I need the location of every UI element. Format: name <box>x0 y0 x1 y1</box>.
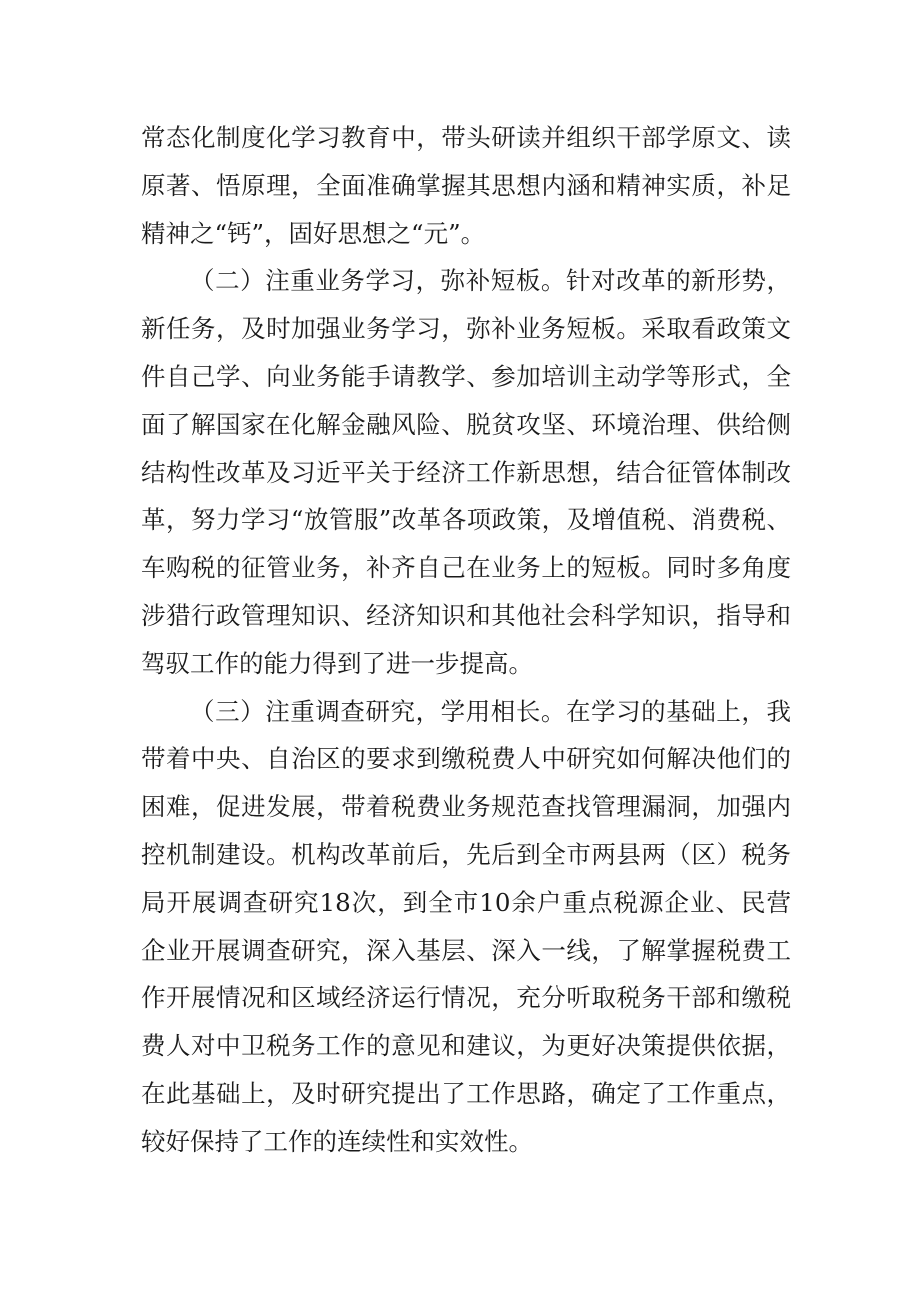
text-line: 涉猎行政管理知识、经济知识和其他社会科学知识，指导和 <box>141 600 791 630</box>
text-line: 件自己学、向业务能手请教学、参加培训主动学等形式，全 <box>141 361 791 391</box>
text-line: 原著、悟原理，全面准确掌握其思想内涵和精神实质，补足 <box>141 170 791 200</box>
paragraph-2 <box>141 257 791 687</box>
text-line: 常态化制度化学习教育中，带头研读并组织干部学原文、读 <box>141 123 791 152</box>
text-line: 困难，促进发展，带着税费业务规范查找管理漏洞，加强内 <box>141 792 791 822</box>
text-line: 在此基础上，及时研究提出了工作思路，确定了工作重点， <box>141 1078 791 1108</box>
text-line: （二）注重业务学习，弥补短板。针对改革的新形势， <box>190 266 791 296</box>
text-line: 结构性改革及习近平关于经济工作新思想，结合征管体制改 <box>141 457 791 487</box>
text-line: 革，努力学习“放管服”改革各项政策，及增值税、消费税、 <box>141 505 791 535</box>
text-line: 精神之“钙”，固好思想之“元”。 <box>141 218 486 248</box>
text-line: （三）注重调查研究，学用相长。在学习的基础上，我 <box>190 696 791 726</box>
text-line: 控机制建设。机构改革前后，先后到全市两县两（区）税务 <box>141 839 791 869</box>
text-line: 驾驭工作的能力得到了进一步提高。 <box>141 648 533 678</box>
text-line: 费人对中卫税务工作的意见和建议，为更好决策提供依据， <box>141 1031 791 1061</box>
text-line: 作开展情况和区域经济运行情况，充分听取税务干部和缴税 <box>141 983 791 1013</box>
text-line: 企业开展调查研究，深入基层、深入一线，了解掌握税费工 <box>141 935 791 965</box>
text-line: 新任务，及时加强业务学习，弥补业务短板。采取看政策文 <box>141 314 791 344</box>
paragraph-3 <box>141 688 791 1166</box>
text-line: 局开展调查研究18次，到全市10余户重点税源企业、民营 <box>141 887 791 917</box>
paragraph-1 <box>141 114 791 257</box>
text-line: 车购税的征管业务，补齐自己在业务上的短板。同时多角度 <box>141 553 791 583</box>
document-body <box>141 114 791 1166</box>
text-line: 较好保持了工作的连续性和实效性。 <box>141 1126 533 1156</box>
text-line: 面了解国家在化解金融风险、脱贫攻坚、环境治理、供给侧 <box>141 409 791 439</box>
text-line: 带着中央、自治区的要求到缴税费人中研究如何解决他们的 <box>141 744 791 774</box>
